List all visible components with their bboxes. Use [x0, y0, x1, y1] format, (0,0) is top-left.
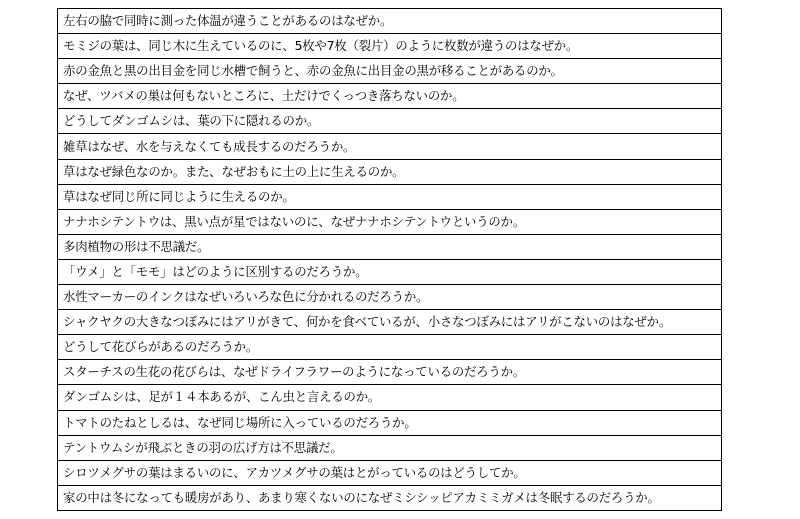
table-row	[58, 184, 722, 209]
question-cell: シャクヤクの大きなつぼみにはアリがきて、何かを食べているが、小さなつぼみにはアリがこないのはなぜか。	[58, 310, 722, 335]
table-row	[58, 109, 722, 134]
question-cell: 雑草はなぜ、水を与えなくても成長するのだろうか。	[58, 134, 722, 159]
table-row	[58, 84, 722, 109]
question-cell: 多肉植物の形は不思議だ。	[58, 234, 722, 259]
table-row	[58, 285, 722, 310]
question-cell: 草はなぜ緑色なのか。また、なぜおもに土の上に生えるのか。	[58, 159, 722, 184]
table-row	[58, 259, 722, 284]
table-row	[58, 34, 722, 59]
table-row	[58, 134, 722, 159]
table-row	[58, 385, 722, 410]
question-table	[57, 8, 722, 511]
question-cell: 赤の金魚と黒の出目金を同じ水槽で飼うと、赤の金魚に出目金の黒が移ることがあるのか。	[58, 59, 722, 84]
question-cell: モミジの葉は、同じ木に生えているのに、5枚や7枚（裂片）のように枚数が違うのはなぜか。	[58, 34, 722, 59]
question-cell: トマトのたねとしるは、なぜ同じ場所に入っているのだろうか。	[58, 410, 722, 435]
question-cell: 水性マーカーのインクはなぜいろいろな色に分かれるのだろうか。	[58, 285, 722, 310]
question-cell: 「ウメ」と「モモ」はどのように区別するのだろうか。	[58, 259, 722, 284]
question-cell: どうしてダンゴムシは、葉の下に隠れるのか。	[58, 109, 722, 134]
table-row	[58, 335, 722, 360]
table-row	[58, 435, 722, 460]
question-cell: ナナホシテントウは、黒い点が星ではないのに、なぜナナホシテントウというのか。	[58, 209, 722, 234]
table-row	[58, 9, 722, 34]
question-cell: なぜ、ツバメの巣は何もないところに、土だけでくっつき落ちないのか。	[58, 84, 722, 109]
table-row	[58, 310, 722, 335]
question-cell: シロツメグサの葉はまるいのに、アカツメグサの葉はとがっているのはどうしてか。	[58, 460, 722, 485]
question-cell: 家の中は冬になっても暖房があり、あまり寒くないのになぜミシシッピアカミミガメは冬眠するのだろうか。	[58, 485, 722, 510]
table-row	[58, 159, 722, 184]
table-row	[58, 460, 722, 485]
question-cell: テントウムシが飛ぶときの羽の広げ方は不思議だ。	[58, 435, 722, 460]
table-row	[58, 59, 722, 84]
table-row	[58, 485, 722, 510]
table-row	[58, 209, 722, 234]
table-row	[58, 360, 722, 385]
question-cell: ダンゴムシは、足が１４本あるが、こん虫と言えるのか。	[58, 385, 722, 410]
table-row	[58, 234, 722, 259]
question-cell: 草はなぜ同じ所に同じように生えるのか。	[58, 184, 722, 209]
question-cell: スターチスの生花の花びらは、なぜドライフラワーのようになっているのだろうか。	[58, 360, 722, 385]
question-cell: どうして花びらがあるのだろうか。	[58, 335, 722, 360]
table-row	[58, 410, 722, 435]
question-cell: 左右の脇で同時に測った体温が違うことがあるのはなぜか。	[58, 9, 722, 34]
